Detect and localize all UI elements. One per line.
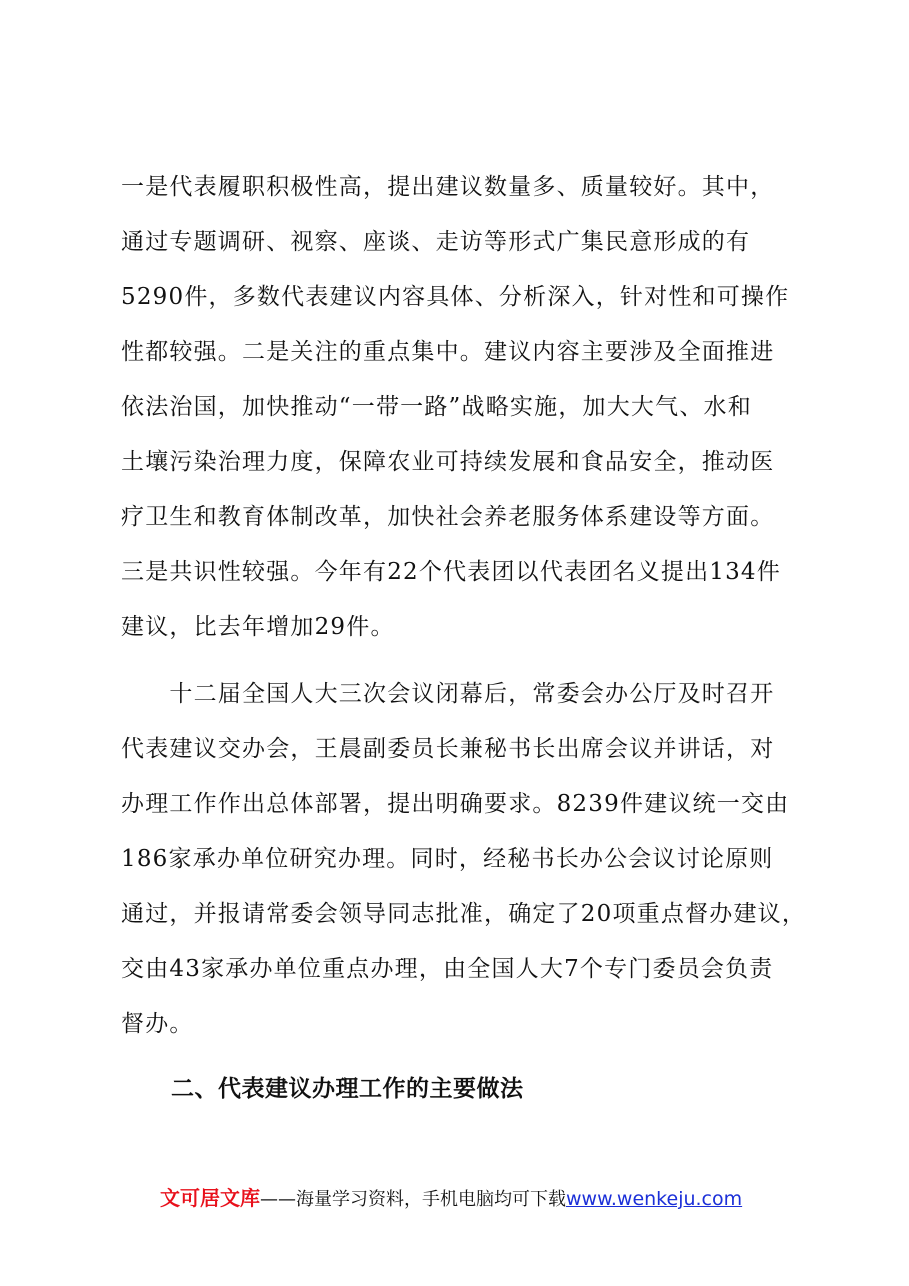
text-line: 性都较强。二是关注的重点集中。建议内容主要涉及全面推进 [121,339,775,365]
footer-brand: 文可居文库 [160,1186,260,1210]
footer-website-link[interactable]: www.wenkeju.com [566,1188,743,1210]
footer-slogan: 海量学习资料，手机电脑均可下载 [296,1189,566,1210]
section-heading: 二、代表建议办理工作的主要做法 [171,1076,524,1102]
text-line: 办理工作作出总体部署，提出明确要求。8239件建议统一交由 [121,791,790,817]
text-line: 186家承办单位研究办理。同时，经秘书长办公会议讨论原则 [121,846,774,872]
text-line: 通过，并报请常委会领导同志批准，确定了20项重点督办建议， [121,901,807,927]
text-line: 依法治国，加快推动“一带一路”战略实施，加大大气、水和 [121,394,752,420]
text-line: 土壤污染治理力度，保障农业可持续发展和食品安全，推动医 [121,449,775,475]
text-line: 三是共识性较强。今年有22个代表团以代表团名义提出134件 [121,559,781,585]
text-line: 十二届全国人大三次会议闭幕后，常委会办公厅及时召开 [121,681,775,707]
text-line: 代表建议交办会，王晨副委员长兼秘书长出席会议并讲话，对 [121,736,775,762]
body-paragraph-1 [121,160,821,655]
text-line: 疗卫生和教育体制改革，加快社会养老服务体系建设等方面。 [121,504,775,530]
text-line: 5290件，多数代表建议内容具体、分析深入，针对性和可操作 [121,284,790,310]
text-line: 督办。 [121,1011,194,1037]
text-line: 一是代表履职积极性高，提出建议数量多、质量较好。其中， [121,174,775,200]
footer-dash: —— [260,1189,296,1210]
text-line: 通过专题调研、视察、座谈、走访等形式广集民意形成的有 [121,229,751,255]
footer-banner [160,1182,742,1211]
text-line: 建议，比去年增加29件。 [121,614,395,640]
body-paragraph-2 [121,667,821,1052]
text-line: 交由43家承办单位重点办理，由全国人大7个专门委员会负责 [121,956,774,982]
